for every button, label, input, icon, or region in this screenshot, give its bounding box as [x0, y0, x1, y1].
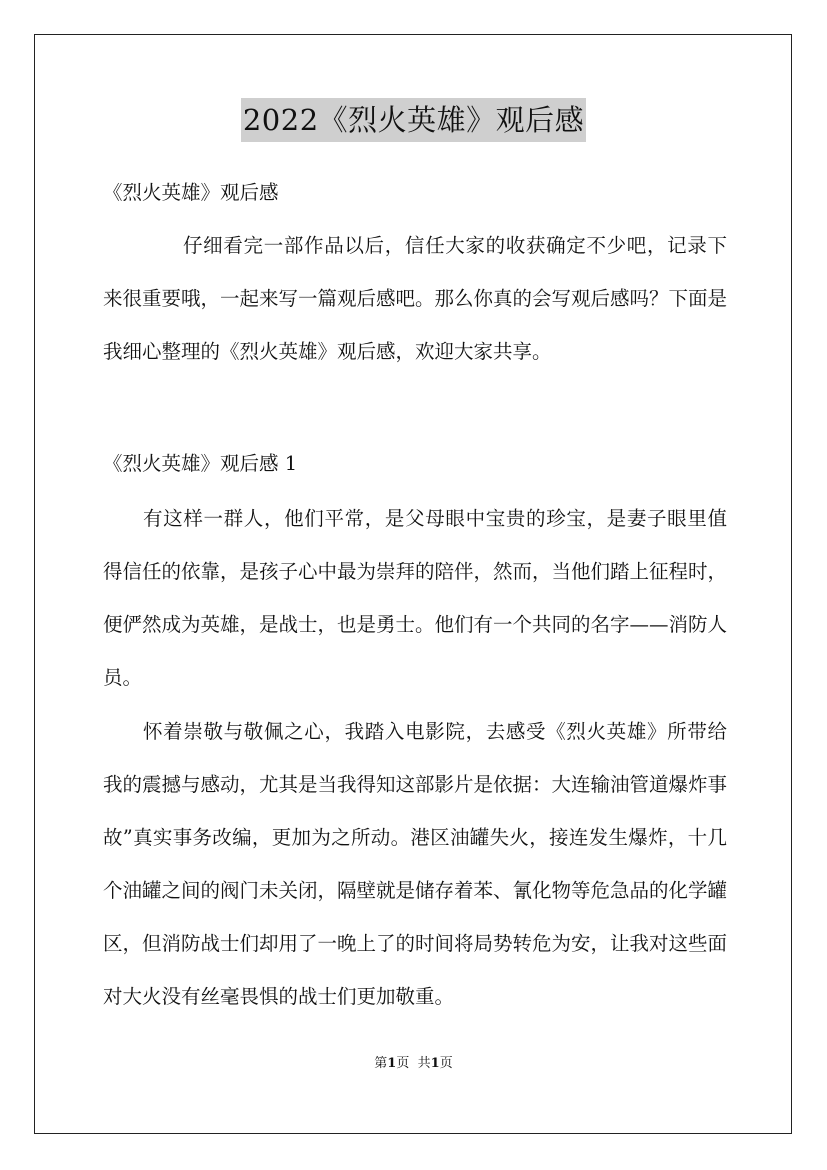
- total-suffix: 页: [439, 1056, 453, 1071]
- section-heading: 《烈火英雄》观后感 1: [103, 452, 298, 475]
- page-footer: [0, 1055, 827, 1073]
- title-container: [0, 98, 827, 142]
- page-prefix: 第: [374, 1056, 388, 1071]
- document-title: 2022《烈火英雄》观后感: [241, 98, 586, 142]
- total-pages: 1: [430, 1056, 440, 1071]
- intro-paragraph: 仔细看完一部作品以后，信任大家的收获确定不少吧，记录下来很重要哦，一起来写一篇观后感吧。那么你真的会写观后感吗？下面是我细心整理的《烈火英雄》观后感，欢迎大家共享。: [103, 234, 728, 363]
- total-prefix: 共: [417, 1056, 431, 1071]
- document-heading: 《烈火英雄》观后感: [103, 181, 279, 204]
- page-suffix: 页: [396, 1056, 410, 1071]
- page-number: 1: [387, 1056, 397, 1071]
- body-paragraph-2: 怀着崇敬与敬佩之心，我踏入电影院，去感受《烈火英雄》所带给我的震撼与感动，尤其是当我得知这部影片是依据：大连输油管道爆炸事故”真实事务改编，更加为之所动。港区油罐失火，接连发生爆炸，十几个油罐之间的阀门未关闭，隔壁就是储存着苯、氰化物等危急品的化学罐区，但消防战士们却用了一晚上了的时间将局势转危为安，让我对这些面对大火没有丝毫畏惧的战士们更加敬重。: [103, 720, 728, 1008]
- body-paragraph-1: 有这样一群人，他们平常，是父母眼中宝贵的珍宝，是妻子眼里值得信任的依靠，是孩子心中最为崇拜的陪伴，然而，当他们踏上征程时，便俨然成为英雄，是战士，也是勇士。他们有一个共同的名字——消防人员。: [103, 507, 728, 689]
